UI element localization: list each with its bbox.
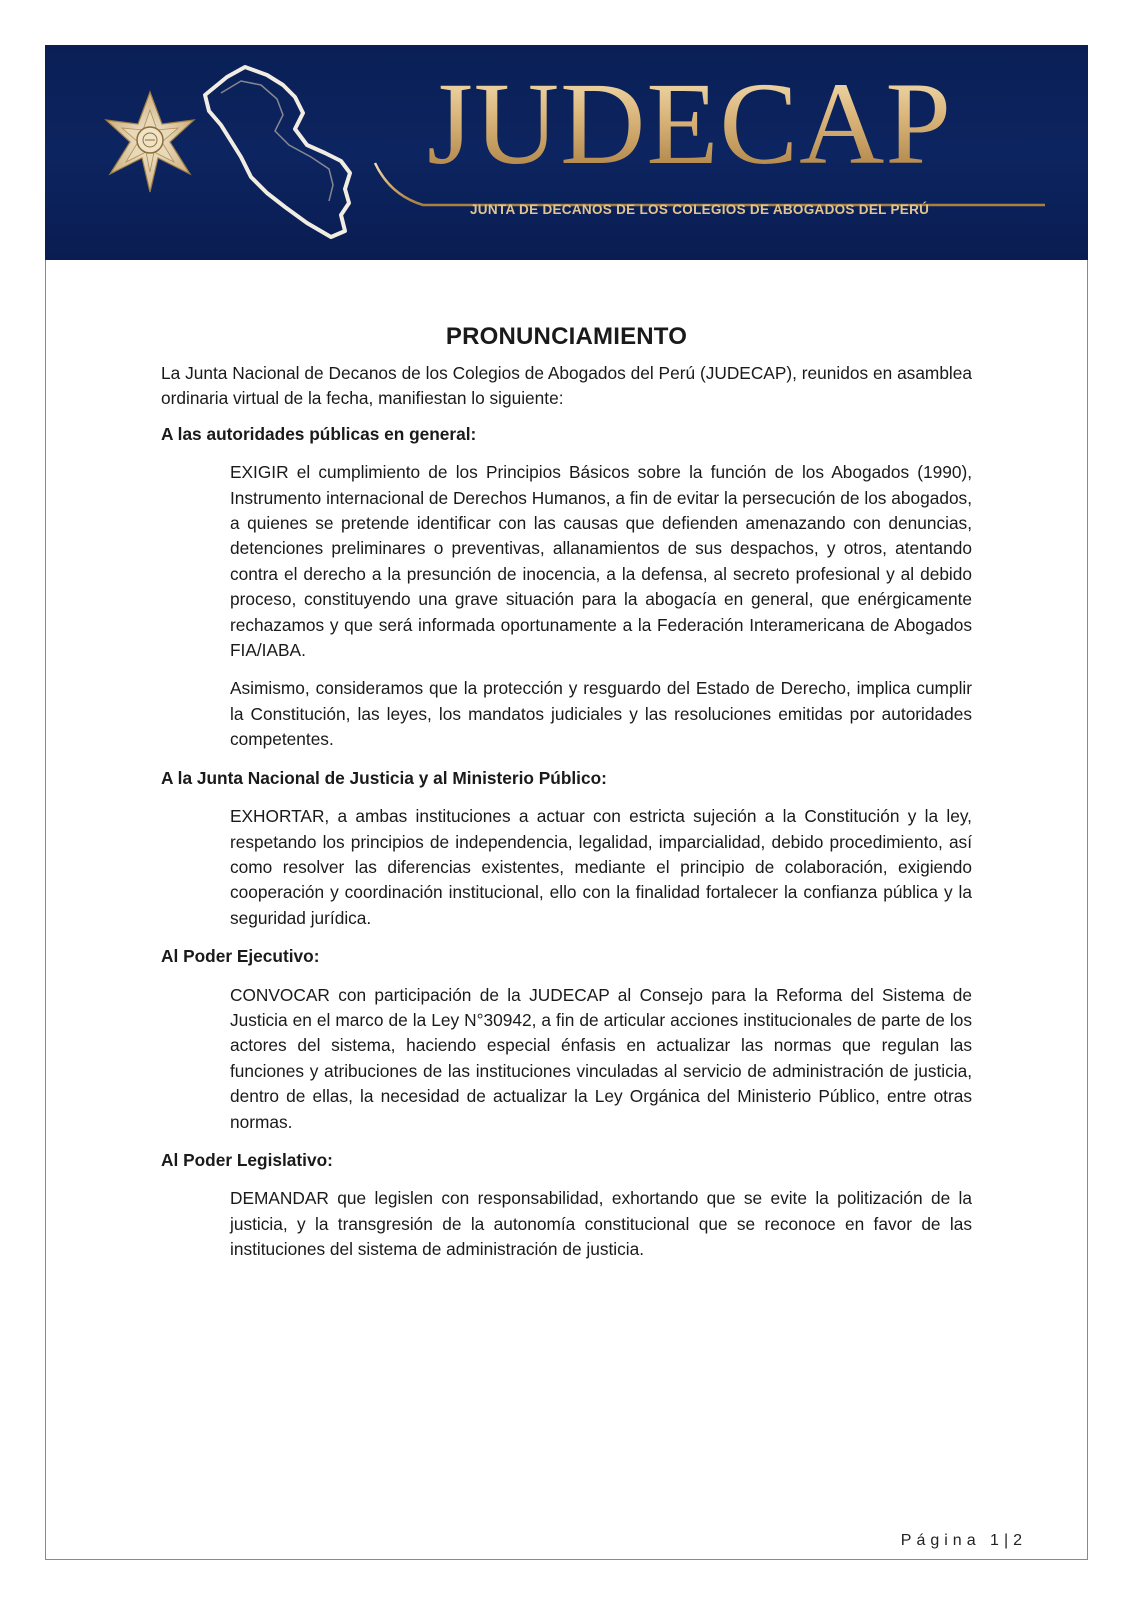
section-paragraph: EXIGIR el cumplimiento de los Principios Básicos sobre la función de los Abogados (1990), Instrumento internacional de Derechos Humanos, a fin de evitar la persecución de los abogados, a quienes se pretende identificar con las causas que defienden amenazando con denuncias, detenciones preliminares o preventivas, allanamientos de sus despachos, y otros, atentando contra el derecho a la presunción de inocencia, a la defensa, al secreto profesional y al debido proceso, constituyendo una grave situación para la abogacía en general, que enérgicamente rechazamos y que será informada oportunamente a la Federación Interamericana de Abogados FIA/IABA. xyxy=(230,462,972,661)
section-paragraph: CONVOCAR con participación de la JUDECAP al Consejo para la Reforma del Sistema de Justicia en el marco de la Ley N°30942, a fin de articular acciones institucionales de parte de los actores del sistema, haciendo especial énfasis en actualizar las normas que regulan las funciones y atribuciones de las instituciones vinculadas al servicio de administración de justicia, dentro de ellas, la necesidad de actualizar la Ley Orgánica del Ministerio Público, entre otras normas. xyxy=(230,984,972,1132)
section-heading: A la Junta Nacional de Justicia y al Ministerio Público: xyxy=(161,767,607,788)
page-number: Página 1|2 xyxy=(900,1532,1027,1549)
section-heading: A las autoridades públicas en general: xyxy=(161,423,477,444)
section-heading: Al Poder Ejecutivo: xyxy=(161,946,320,967)
section-authorities xyxy=(161,422,972,753)
section-ejecutivo xyxy=(161,944,972,1135)
section-jnj-ministerio xyxy=(161,766,972,931)
section-heading: Al Poder Legislativo: xyxy=(161,1149,333,1170)
document-title: PRONUNCIAMIENTO xyxy=(445,323,688,350)
star-badge-icon xyxy=(106,92,194,192)
section-paragraph: Asimismo, consideramos que la protección y resguardo del Estado de Derecho, implica cumplir la Constitución, las leyes, los mandatos judiciales y las resoluciones emitidas por autoridades competentes. xyxy=(230,678,972,750)
logo-wordmark: JUDECAP xyxy=(427,58,952,189)
intro-paragraph: La Junta Nacional de Decanos de los Colegios de Abogados del Perú (JUDECAP), reunidos en asamblea ordinaria virtual de la fecha, manifiestan lo siguiente: xyxy=(161,363,972,409)
document-body xyxy=(161,322,972,1276)
section-paragraph: EXHORTAR, a ambas instituciones a actuar con estricta sujeción a la Constitución y la ley, respetando los principios de independencia, legalidad, imparcialidad, debido procedimiento, así como resolver las diferencias existentes, mediante el principio de colaboración, exigiendo cooperación y coordinación institucional, ello con la finalidad fortalecer la confianza pública y la seguridad jurídica. xyxy=(230,806,972,928)
section-paragraph: DEMANDAR que legislen con responsabilidad, exhortando que se evite la politización de la justicia, y la transgresión de la autonomía constitucional que se reconoce en favor de las instituciones del sistema de administración de justicia. xyxy=(230,1188,972,1260)
header-banner xyxy=(45,45,1088,260)
section-legislativo xyxy=(161,1148,972,1263)
logo-subtitle: JUNTA DE DECANOS DE LOS COLEGIOS DE ABOGADOS DEL PERÚ xyxy=(470,202,930,217)
peru-map-icon xyxy=(205,67,350,237)
